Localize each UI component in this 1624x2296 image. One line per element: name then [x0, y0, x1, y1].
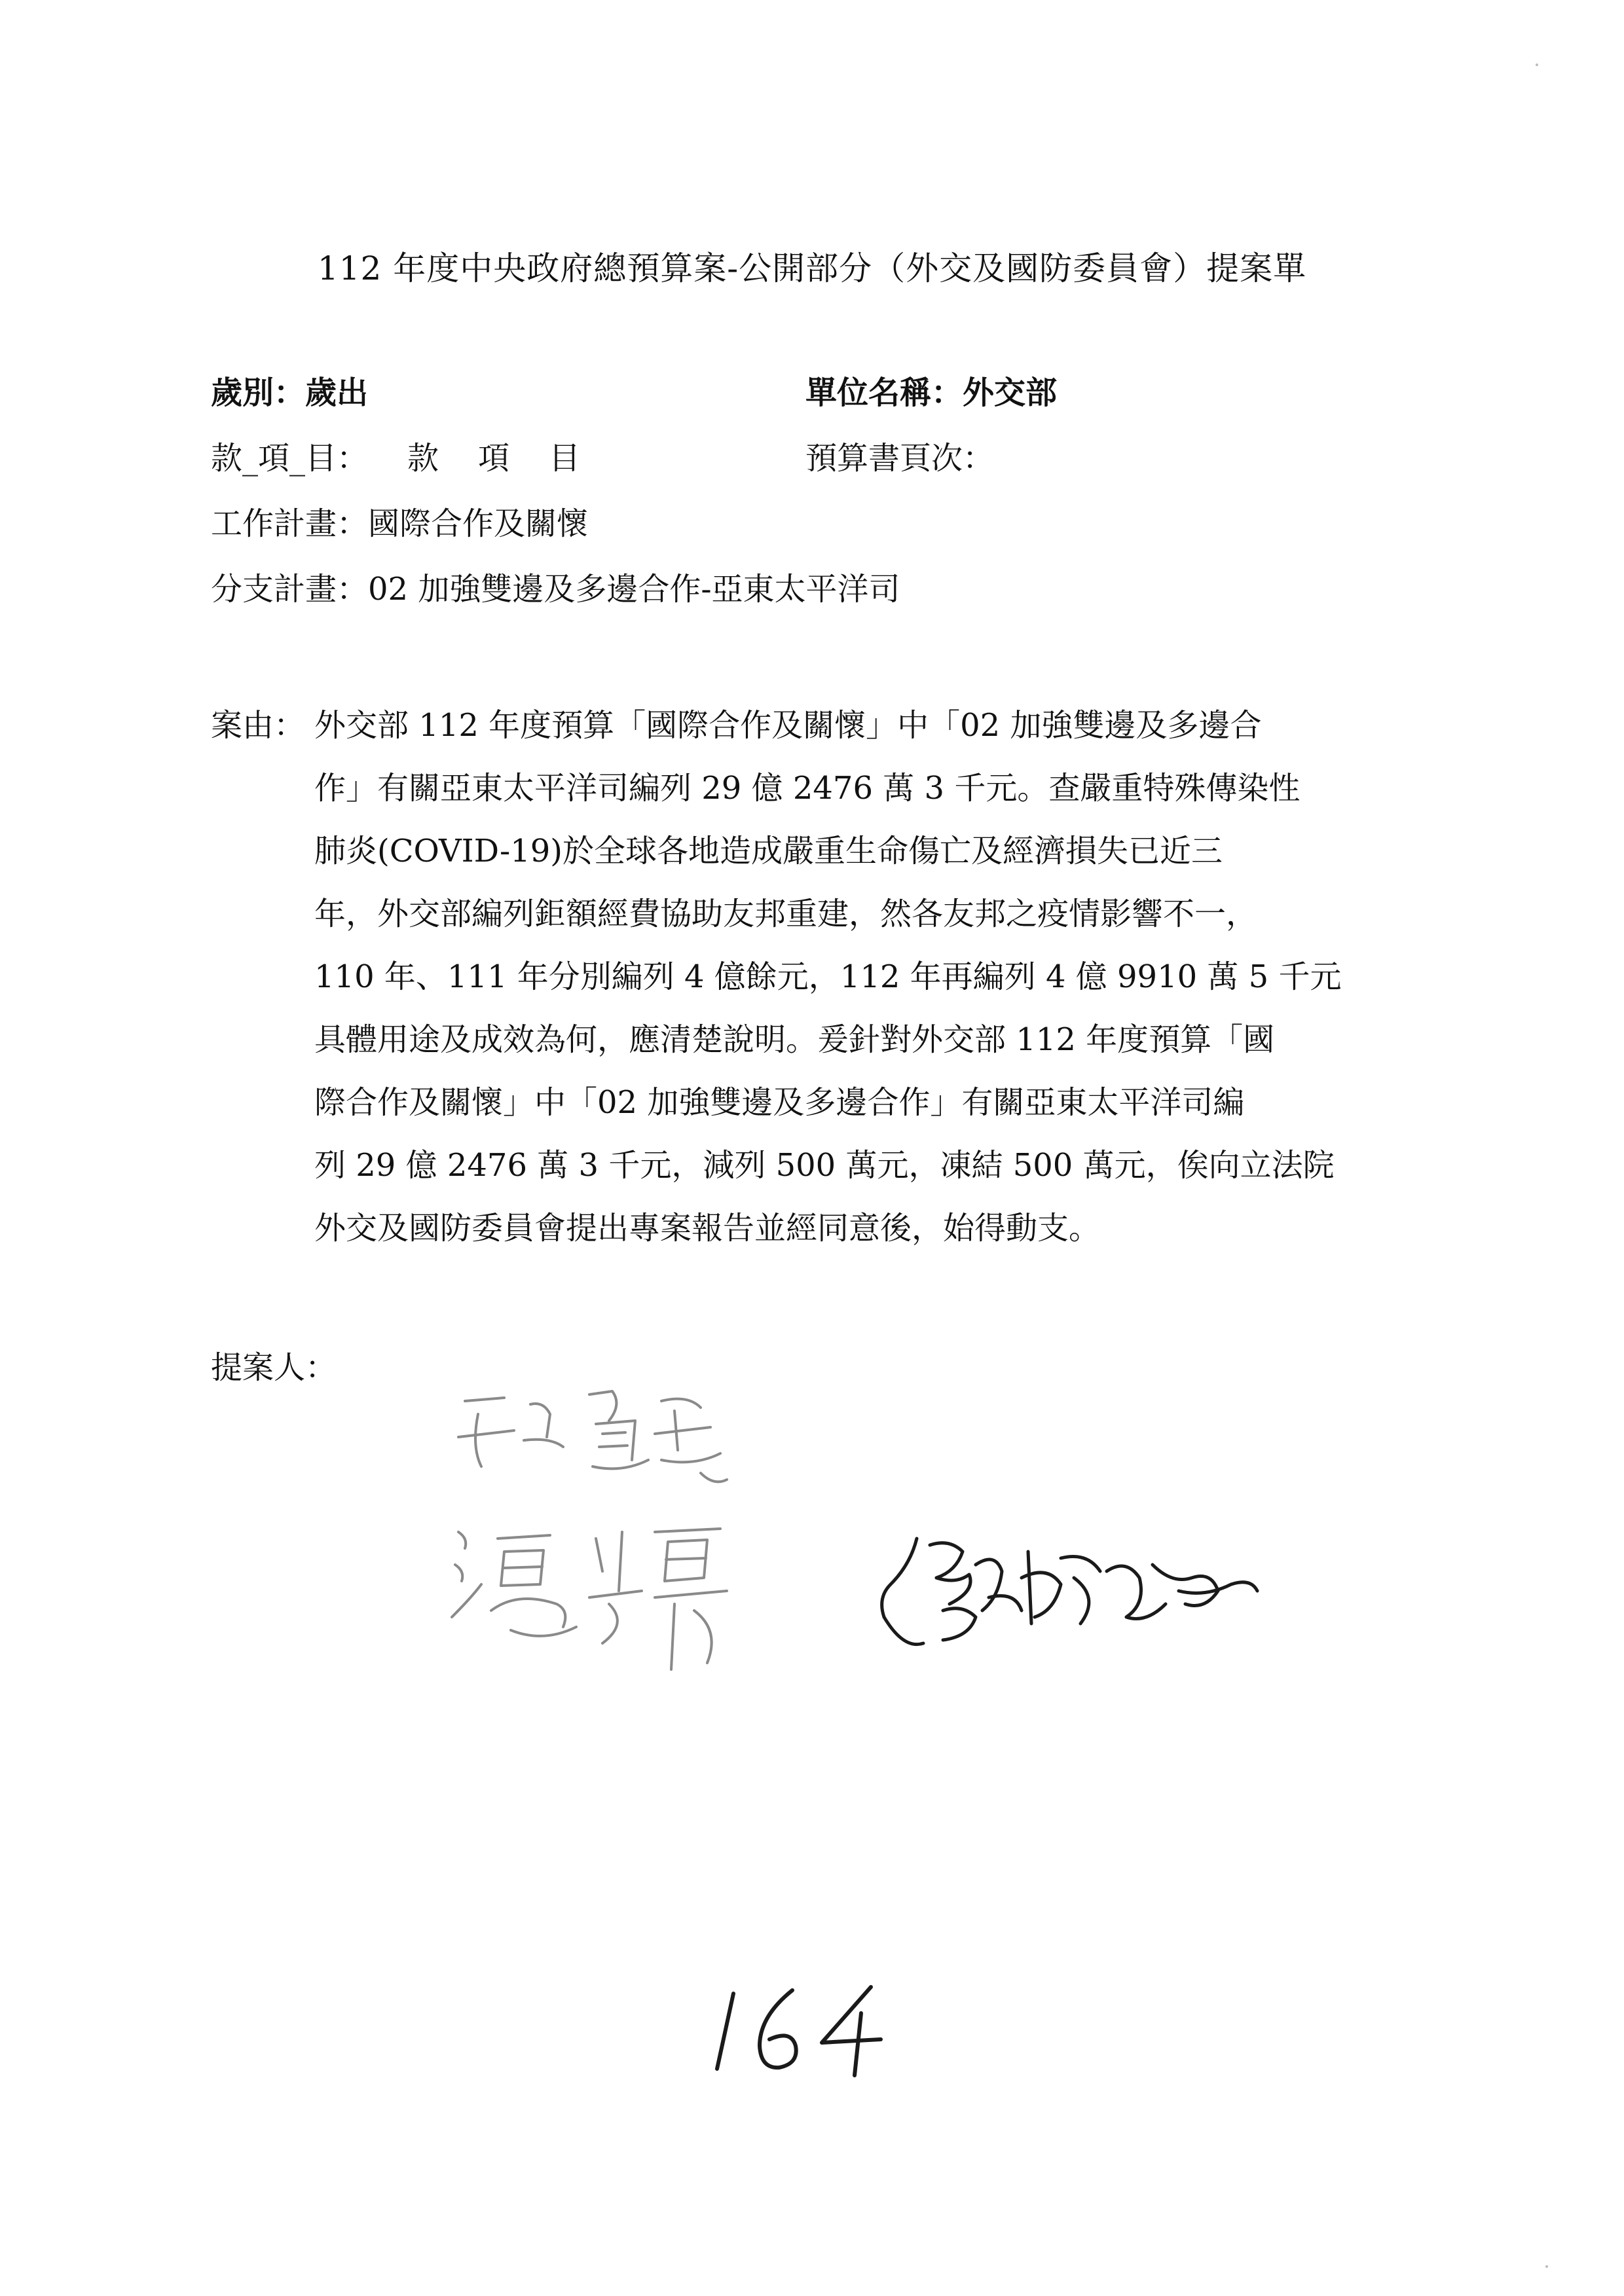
item-kuan: 款 [407, 440, 439, 477]
case-line: 年，外交部編列鉅額經費協助友邦重建，然各友邦之疫情影響不一， [314, 896, 1258, 932]
case-body [314, 694, 1467, 1260]
work-plan-field: 工作計畫：國際合作及關懷 [211, 505, 589, 542]
unit-name-field: 單位名稱：外交部 [805, 374, 1058, 411]
case-line: 列 29 億 2476 萬 3 千元，減列 500 萬元，凍結 500 萬元，俟向立法院 [314, 1147, 1335, 1184]
item-field-label: 款_項_目： [211, 440, 369, 477]
case-line: 具體用途及成效為何，應清楚說明。爰針對外交部 112 年度預算「國 [314, 1021, 1275, 1058]
item-mu: 目 [549, 440, 581, 477]
scan-speck [1536, 64, 1538, 66]
case-line: 肺炎(COVID-19)於全球各地造成嚴重生命傷亡及經濟損失已近三 [314, 833, 1223, 869]
item-field [211, 439, 580, 478]
scan-speck [1545, 2265, 1548, 2268]
case-line: 110 年、111 年分別編列 4 億餘元，112 年再編列 4 億 9910 萬 5 千元 [314, 958, 1342, 995]
category-field: 歲別：歲出 [211, 374, 369, 411]
signature-1 [452, 1375, 819, 1506]
case-line: 作」有關亞東太平洋司編列 29 億 2476 萬 3 千元。查嚴重特殊傳染性 [314, 770, 1301, 807]
signature-2 [445, 1512, 812, 1696]
proposer-label: 提案人： [211, 1349, 337, 1386]
case-label: 案由： [211, 707, 306, 744]
item-xiang: 項 [478, 440, 510, 477]
case-line: 外交及國防委員會提出專案報告並經同意後，始得動支。 [314, 1210, 1101, 1247]
budget-page-field: 預算書頁次： [805, 440, 995, 477]
handwritten-page-number [707, 1977, 904, 2085]
signature-3 [864, 1525, 1283, 1683]
document-title: 112 年度中央政府總預算案-公開部分（外交及國防委員會）提案單 [317, 249, 1307, 287]
case-line: 外交部 112 年度預算「國際合作及關懷」中「02 加強雙邊及多邊合 [314, 707, 1262, 744]
sub-plan-field: 分支計畫：02 加強雙邊及多邊合作-亞東太平洋司 [211, 571, 900, 608]
case-line: 際合作及關懷」中「02 加強雙邊及多邊合作」有關亞東太平洋司編 [314, 1084, 1245, 1121]
